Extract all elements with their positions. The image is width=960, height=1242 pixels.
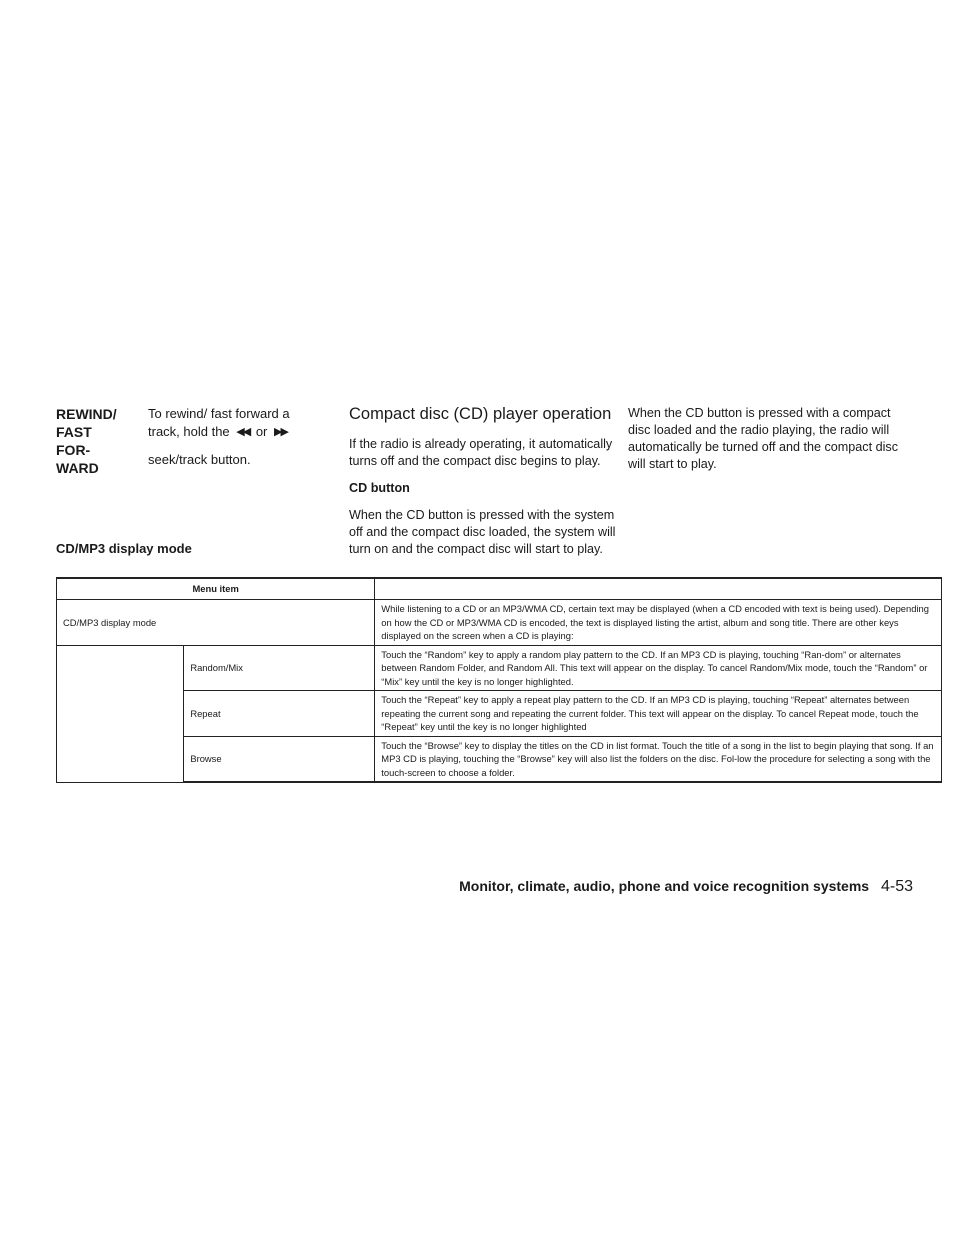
- definition-prefix: track, hold the: [148, 424, 230, 439]
- term-rewind-fast-forward: [56, 405, 136, 477]
- menu-item-cell: Repeat: [184, 691, 375, 737]
- display-mode-table: [56, 577, 942, 783]
- cd-button-paragraph: When the CD button is pressed with the system off and the compact disc loaded, the system will turn on and the compact disc will start to play.: [349, 508, 616, 556]
- definition-or: or: [255, 424, 268, 439]
- page-footer: [459, 878, 913, 896]
- term-line: FAST: [56, 424, 92, 440]
- page-number: 4-53: [880, 878, 913, 895]
- table-header-row: [57, 578, 942, 600]
- cd-operation-column: [349, 404, 624, 568]
- description-cell: While listening to a CD or an MP3/WMA CD, certain text may be displayed (when a CD encoded with text is being used). Depending on how the CD or MP3/WMA CD is encoded, the text is displayed listing the artist, album and song title. There are other keys displayed on the screen when a CD is playing:: [375, 600, 942, 646]
- cd-button-heading: CD button: [349, 481, 410, 495]
- footer-section-title: Monitor, climate, audio, phone and voice recognition systems: [459, 878, 870, 894]
- description-cell: Touch the “Browse” key to display the titles on the CD in list format. Touch the title of a song in the list to begin playing that song. If an MP3 CD is playing, touching the “Browse” key will also list the folders on the disc. Fol-low the procedure for selecting a song with the touch-screen to choose a folder.: [375, 736, 942, 782]
- spacer: [148, 441, 318, 451]
- definition-line-3: seek/track button.: [148, 452, 251, 467]
- intro-paragraph: If the radio is already operating, it automatically turns off and the compact disc begins to play.: [349, 437, 613, 468]
- description-cell: Touch the “Repeat” key to apply a repeat play pattern to the CD. If an MP3 CD is playing, touching “Repeat” alternates between repeating the current song and repeating the current folder. This text will appear on the display. To cancel Repeat mode, touch the “Repeat” key until the key is no longer highlighted: [375, 691, 942, 737]
- term-definition: [148, 405, 318, 469]
- menu-item-cell: CD/MP3 display mode: [57, 600, 375, 646]
- definition-line-1: To rewind/ fast forward a: [148, 406, 290, 421]
- display-mode-heading: CD/MP3 display mode: [56, 541, 192, 556]
- rewind-icon: ◀◀: [236, 426, 250, 438]
- fast-forward-icon: ▶▶: [274, 426, 287, 438]
- column-header-description: [375, 578, 942, 600]
- indent-cell: [57, 645, 184, 782]
- term-line: REWIND/: [56, 406, 117, 422]
- table-row: [57, 736, 942, 782]
- term-line: FOR-: [56, 442, 91, 458]
- table-row: [57, 691, 942, 737]
- cd-operation-continued: [628, 405, 914, 473]
- term-line: WARD: [56, 460, 99, 476]
- definition-line-2: [148, 423, 318, 441]
- table-row: [57, 600, 942, 646]
- description-cell: Touch the “Random” key to apply a random play pattern to the CD. If an MP3 CD is playing, touching “Ran-dom” or alternates between Random Folder, and Random All. This text will appear on the display. To cancel Random/Mix mode, touch the “Random” or “Mix” key until the key is no longer highlighted.: [375, 645, 942, 691]
- table-row: [57, 645, 942, 691]
- menu-item-cell: Random/Mix: [184, 645, 375, 691]
- section-heading: Compact disc (CD) player operation: [349, 405, 612, 423]
- column-header-menu-item: Menu item: [57, 578, 375, 600]
- continued-paragraph: When the CD button is pressed with a compact disc loaded and the radio playing, the radio will automatically be turned off and the compact disc will start to play.: [628, 406, 898, 471]
- menu-item-cell: Browse: [184, 736, 375, 782]
